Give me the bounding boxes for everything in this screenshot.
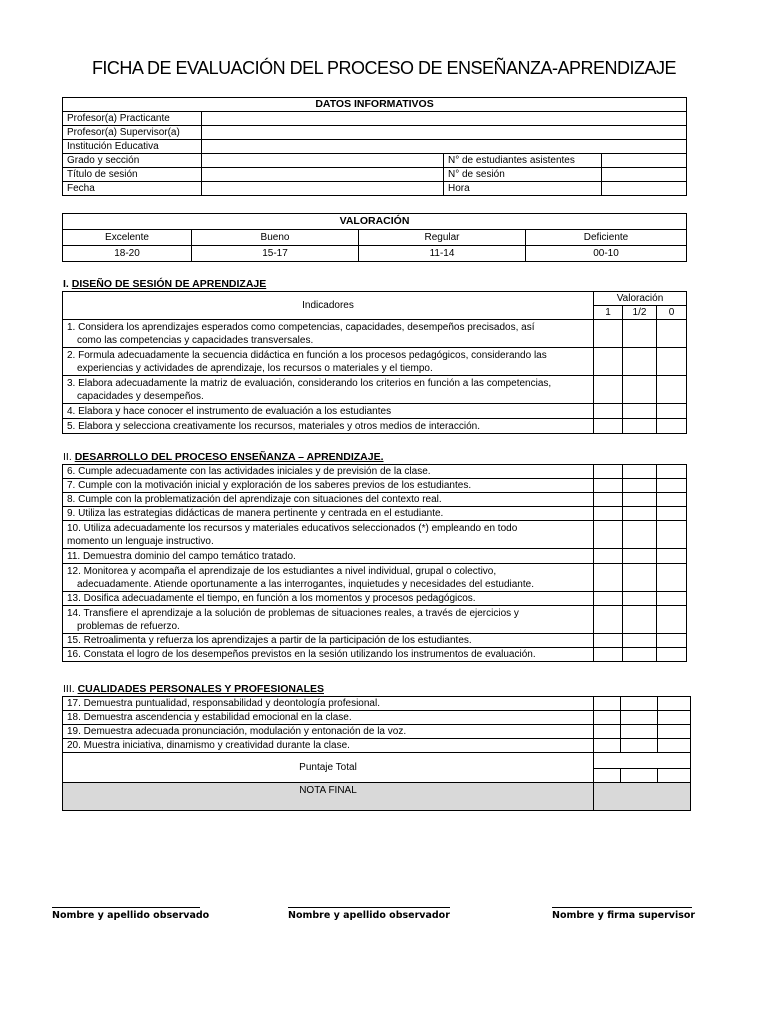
signature-label-observado: Nombre y apellido observado bbox=[52, 910, 210, 921]
score-cell[interactable] bbox=[621, 697, 658, 711]
section3-title: CUALIDADES PERSONALES Y PROFESIONALES bbox=[77, 683, 324, 695]
puntaje-total-label: Puntaje Total bbox=[63, 753, 594, 783]
score-cell[interactable] bbox=[623, 493, 657, 507]
section3-table bbox=[62, 696, 691, 811]
score-cell[interactable] bbox=[657, 493, 687, 507]
nota-final-field[interactable] bbox=[594, 783, 691, 811]
score-cell[interactable] bbox=[594, 634, 623, 648]
estudiantes-label: N° de estudiantes asistentes bbox=[444, 154, 602, 168]
score-cell[interactable] bbox=[594, 376, 623, 404]
hora-label: Hora bbox=[444, 182, 602, 196]
hora-field[interactable] bbox=[602, 182, 687, 196]
score-cell[interactable] bbox=[623, 507, 657, 521]
indicator-row bbox=[63, 606, 594, 634]
titulo-label: Título de sesión bbox=[63, 168, 202, 182]
score-cell[interactable] bbox=[657, 348, 687, 376]
score-cell[interactable] bbox=[594, 592, 623, 606]
practicante-field[interactable] bbox=[202, 112, 687, 126]
score-col-half: 1/2 bbox=[623, 306, 657, 320]
indicator-text: 4. Elabora y hace conocer el instrumento de evaluación a los estudiantes bbox=[63, 404, 594, 419]
score-cell[interactable] bbox=[621, 769, 658, 783]
indicator-text: 3. Elabora adecuadamente la matriz de evaluación, considerando los criterios en función a las competencias, bbox=[67, 377, 552, 389]
score-cell[interactable] bbox=[594, 648, 623, 662]
score-col-0: 0 bbox=[657, 306, 687, 320]
score-cell[interactable] bbox=[658, 769, 691, 783]
score-cell[interactable] bbox=[623, 404, 657, 419]
score-cell[interactable] bbox=[594, 739, 621, 753]
score-cell[interactable] bbox=[657, 648, 687, 662]
score-cell[interactable] bbox=[623, 549, 657, 564]
indicator-text-cont: problemas de refuerzo. bbox=[77, 620, 180, 632]
section3-heading bbox=[63, 683, 324, 695]
document-title: FICHA DE EVALUACIÓN DEL PROCESO DE ENSEÑANZA-APRENDIZAJE bbox=[91, 58, 677, 78]
indicator-text-cont: como las competencias y capacidades transversales. bbox=[77, 334, 314, 346]
indicator-text: 15. Retroalimenta y refuerza los aprendizajes a partir de la participación de los estudiantes. bbox=[63, 634, 594, 648]
section2-title: DESARROLLO DEL PROCESO ENSEÑANZA – APRENDIZAJE. bbox=[74, 451, 384, 463]
datos-informativos-table bbox=[62, 97, 687, 196]
practicante-label: Profesor(a) Practicante bbox=[63, 112, 202, 126]
section1-numeral: I. bbox=[63, 278, 69, 290]
indicator-text: 6. Cumple adecuadamente con las actividades iniciales y de previsión de la clase. bbox=[63, 465, 594, 479]
indicator-text: 13. Dosifica adecuadamente el tiempo, en función a los momentos y procesos pedagógicos. bbox=[63, 592, 594, 606]
indicator-text: 14. Transfiere el aprendizaje a la solución de problemas de situaciones reales, a través de ejercicios y bbox=[67, 607, 519, 619]
indicator-text: 7. Cumple con la motivación inicial y exploración de los saberes previos de los estudiantes. bbox=[63, 479, 594, 493]
indicator-text: 2. Formula adecuadamente la secuencia didáctica en función a los procesos pedagógicos, considerando las bbox=[67, 349, 547, 361]
score-cell[interactable] bbox=[658, 739, 691, 753]
score-cell[interactable] bbox=[594, 521, 623, 549]
indicator-row bbox=[63, 521, 594, 549]
valoracion-col-header: Valoración bbox=[594, 292, 687, 306]
grado-label: Grado y sección bbox=[63, 154, 202, 168]
indicator-text-cont: momento un lenguaje instructivo. bbox=[67, 535, 214, 547]
institucion-label: Institución Educativa bbox=[63, 140, 202, 154]
score-cell[interactable] bbox=[594, 419, 623, 434]
score-cell[interactable] bbox=[657, 404, 687, 419]
institucion-field[interactable] bbox=[202, 140, 687, 154]
score-cell[interactable] bbox=[623, 320, 657, 348]
indicator-text: 20. Muestra iniciativa, dinamismo y creatividad durante la clase. bbox=[63, 739, 594, 753]
range-bueno: 15-17 bbox=[192, 246, 359, 262]
section1-title: DISEÑO DE SESIÓN DE APRENDIZAJE bbox=[71, 278, 267, 290]
nota-final-label: NOTA FINAL bbox=[63, 783, 594, 811]
score-cell[interactable] bbox=[657, 465, 687, 479]
indicator-row bbox=[63, 320, 594, 348]
fecha-field[interactable] bbox=[202, 182, 444, 196]
score-cell[interactable] bbox=[657, 376, 687, 404]
score-cell[interactable] bbox=[657, 507, 687, 521]
level-excelente: Excelente bbox=[63, 230, 192, 246]
valoracion-header: VALORACIÓN bbox=[63, 214, 687, 230]
score-cell[interactable] bbox=[657, 606, 687, 634]
indicator-text: 11. Demuestra dominio del campo temático tratado. bbox=[63, 549, 594, 564]
titulo-field[interactable] bbox=[202, 168, 444, 182]
section3-numeral: III. bbox=[63, 683, 75, 695]
section1-heading bbox=[63, 278, 266, 290]
score-cell[interactable] bbox=[623, 479, 657, 493]
score-cell[interactable] bbox=[623, 419, 657, 434]
score-cell[interactable] bbox=[594, 711, 621, 725]
score-col-1: 1 bbox=[594, 306, 623, 320]
level-deficiente: Deficiente bbox=[526, 230, 687, 246]
score-cell[interactable] bbox=[623, 521, 657, 549]
section2-table bbox=[62, 464, 687, 662]
signature-line bbox=[288, 907, 450, 908]
score-cell[interactable] bbox=[657, 549, 687, 564]
score-cell[interactable] bbox=[658, 697, 691, 711]
indicator-text: 16. Constata el logro de los desempeños previstos en la sesión utilizando los instrumentos de evaluación. bbox=[63, 648, 594, 662]
score-cell[interactable] bbox=[657, 320, 687, 348]
score-cell[interactable] bbox=[594, 320, 623, 348]
valoracion-table bbox=[62, 213, 687, 262]
score-cell[interactable] bbox=[621, 739, 658, 753]
score-cell[interactable] bbox=[594, 507, 623, 521]
score-cell[interactable] bbox=[657, 521, 687, 549]
score-cell[interactable] bbox=[623, 564, 657, 592]
score-cell[interactable] bbox=[594, 479, 623, 493]
score-cell[interactable] bbox=[657, 564, 687, 592]
score-cell[interactable] bbox=[594, 493, 623, 507]
supervisor-field[interactable] bbox=[202, 126, 687, 140]
score-cell[interactable] bbox=[657, 479, 687, 493]
sesion-field[interactable] bbox=[602, 168, 687, 182]
score-cell[interactable] bbox=[594, 697, 621, 711]
score-cell[interactable] bbox=[623, 648, 657, 662]
score-cell[interactable] bbox=[594, 348, 623, 376]
score-cell[interactable] bbox=[658, 725, 691, 739]
indicator-text-cont: experiencias y actividades de aprendizaje, los recursos o materiales y el tiempo. bbox=[77, 362, 433, 374]
indicator-row bbox=[63, 376, 594, 404]
score-cell[interactable] bbox=[623, 592, 657, 606]
sesion-label: N° de sesión bbox=[444, 168, 602, 182]
score-cell[interactable] bbox=[594, 549, 623, 564]
indicadores-header: Indicadores bbox=[63, 292, 594, 320]
indicator-text: 5. Elabora y selecciona creativamente los recursos, materiales y otros medios de interacción. bbox=[63, 419, 594, 434]
score-cell[interactable] bbox=[623, 606, 657, 634]
score-cell[interactable] bbox=[657, 592, 687, 606]
indicator-text: 17. Demuestra puntualidad, responsabilidad y deontología profesional. bbox=[63, 697, 594, 711]
signature-label-observador: Nombre y apellido observador bbox=[288, 910, 450, 921]
indicator-row bbox=[63, 348, 594, 376]
range-regular: 11-14 bbox=[359, 246, 526, 262]
signature-line bbox=[552, 907, 692, 908]
indicator-text: 9. Utiliza las estrategias didácticas de manera pertinente y centrada en el estudiante. bbox=[63, 507, 594, 521]
signature-label-supervisor: Nombre y firma supervisor bbox=[552, 910, 696, 921]
score-cell[interactable] bbox=[657, 419, 687, 434]
level-regular: Regular bbox=[359, 230, 526, 246]
level-bueno: Bueno bbox=[192, 230, 359, 246]
grado-field[interactable] bbox=[202, 154, 444, 168]
score-cell[interactable] bbox=[594, 465, 623, 479]
score-cell[interactable] bbox=[657, 634, 687, 648]
indicator-text-cont: adecuadamente. Atiende oportunamente a las interrogantes, inquietudes y necesidades del estudiante. bbox=[77, 578, 534, 590]
fecha-label: Fecha bbox=[63, 182, 202, 196]
estudiantes-field[interactable] bbox=[602, 154, 687, 168]
indicator-text: 19. Demuestra adecuada pronunciación, modulación y entonación de la voz. bbox=[63, 725, 594, 739]
range-excelente: 18-20 bbox=[63, 246, 192, 262]
indicator-text: 12. Monitorea y acompaña el aprendizaje de los estudiantes a nivel individual, grupal o colectivo, bbox=[67, 565, 497, 577]
score-cell[interactable] bbox=[623, 376, 657, 404]
indicator-row bbox=[63, 564, 594, 592]
supervisor-label: Profesor(a) Supervisor(a) bbox=[63, 126, 202, 140]
score-cell[interactable] bbox=[623, 348, 657, 376]
indicator-text-cont: capacidades y desempeños. bbox=[77, 390, 204, 402]
score-cell[interactable] bbox=[594, 606, 623, 634]
score-cell[interactable] bbox=[594, 564, 623, 592]
score-cell[interactable] bbox=[594, 404, 623, 419]
datos-header: DATOS INFORMATIVOS bbox=[63, 98, 687, 112]
section2-numeral: II. bbox=[63, 451, 72, 463]
indicator-text: 8. Cumple con la problematización del aprendizaje con situaciones del contexto real. bbox=[63, 493, 594, 507]
score-cell[interactable] bbox=[623, 465, 657, 479]
signature-line bbox=[52, 907, 200, 908]
section1-table bbox=[62, 291, 687, 434]
score-cell[interactable] bbox=[621, 711, 658, 725]
score-cell[interactable] bbox=[594, 725, 621, 739]
score-cell[interactable] bbox=[621, 725, 658, 739]
score-cell[interactable] bbox=[594, 753, 691, 769]
score-cell[interactable] bbox=[594, 769, 621, 783]
score-cell[interactable] bbox=[623, 634, 657, 648]
section2-heading bbox=[63, 451, 384, 463]
score-cell[interactable] bbox=[658, 711, 691, 725]
indicator-text: 10. Utiliza adecuadamente los recursos y materiales educativos seleccionados (*) empleando en todo bbox=[67, 522, 518, 534]
indicator-text: 1. Considera los aprendizajes esperados como competencias, capacidades, desempeños precisados, así bbox=[67, 321, 535, 333]
range-deficiente: 00-10 bbox=[526, 246, 687, 262]
indicator-text: 18. Demuestra ascendencia y estabilidad emocional en la clase. bbox=[63, 711, 594, 725]
